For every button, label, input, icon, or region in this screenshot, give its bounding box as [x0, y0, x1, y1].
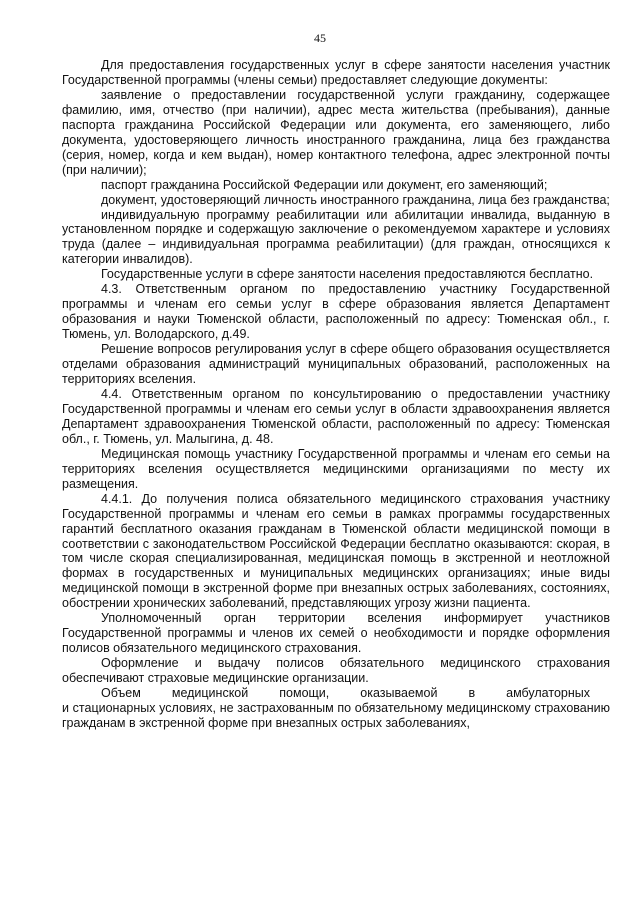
paragraph-medical-help: Медицинская помощь участнику Государственной программы и членам его семьи на территориях вселения осуществляется медицинскими организациями по месту их размещения. [62, 446, 610, 491]
paragraph-application: заявление о предоставлении государственной услуги гражданину, содержащее фамилию, имя, отчество (при наличии), адрес места жительства (пребывания), данные паспорта гражданина Российской Федерации или документа, его заменяющего, либо документа, удостоверяющего личность иностранного гражданина, лица без гражданства (серия, номер, когда и кем выдан), номер контактного телефона, адрес электронной почты (при наличии); [62, 87, 610, 177]
paragraph-rehabilitation: индивидуальную программу реабилитации или абилитации инвалида, выданную в установленном порядке и содержащую заключение о рекомендуемом характере и условиях труда (далее – индивидуальная программа реабилитации) (для граждан, относящихся к категории инвалидов). [62, 207, 610, 267]
paragraph-general-education: Решение вопросов регулирования услуг в сфере общего образования осуществляется отделами образования администраций муниципальных образований, расположенных на территориях вселения. [62, 342, 610, 387]
paragraph-4-4-1: 4.4.1. До получения полиса обязательного медицинского страхования участнику Государственной программы и членам его семьи в рамках программы государственных гарантий бесплатного оказания гражданам в Тюменской области медицинской помощи в соответствии с законодательством Российской Федерации бесплатно оказываются: скорая, в том числе скорая специализированная, медицинская помощь в экстренной и неотложной формах в государственных и муниципальных медицинских организациях; иные виды медицинской помощи в экстренной форме при внезапных острых заболеваниях, состояниях, обострении хронических заболеваний, представляющих угрозу жизни пациента. [62, 491, 610, 611]
paragraph-4-4: 4.4. Ответственным органом по консультированию о предоставлении участнику Государственной программы и членам его семьи услуг в области здравоохранения является Департамент здравоохранения Тюменской области, расположенный по адресу: Тюменская обл., г. Тюмень, ул. Малыгина, д. 48. [62, 386, 610, 446]
paragraph-documents-intro: Для предоставления государственных услуг в сфере занятости населения участник Государственной программы (члены семьи) предоставляет следующие документы: [62, 58, 610, 87]
paragraph-volume-of-care: Объем медицинской помощи, оказываемой в амбулаторных [101, 686, 590, 701]
paragraph-policy-issuance: Оформление и выдачу полисов обязательного медицинского страхования обеспечивают страховые медицинские организации. [62, 656, 610, 686]
document-body [62, 58, 610, 731]
page-number: 45 [314, 31, 326, 45]
paragraph-foreign-id: документ, удостоверяющий личность иностранного гражданина, лица без гражданства; [101, 192, 610, 207]
paragraph-volume-continued: и стационарных условиях, не застрахованным по обязательному медицинскому страхованию гражданам в экстренной форме при внезапных острых заболеваниях, [62, 700, 610, 730]
paragraph-passport: паспорт гражданина Российской Федерации или документ, его заменяющий; [101, 177, 548, 192]
paragraph-4-3: 4.3. Ответственным органом по предоставлению участнику Государственной программы и членам его семьи услуг в сфере образования является Департамент образования и науки Тюменской области, расположенный по адресу: Тюменская обл., г. Тюмень, ул. Володарского, д.49. [62, 282, 610, 342]
paragraph-authorized-body: Уполномоченный орган территории вселения информирует участников Государственной программы и членов их семей о необходимости и порядке оформления полисов обязательного медицинского страхования. [62, 611, 610, 656]
paragraph-free-services: Государственные услуги в сфере занятости населения предоставляются бесплатно. [101, 267, 594, 282]
